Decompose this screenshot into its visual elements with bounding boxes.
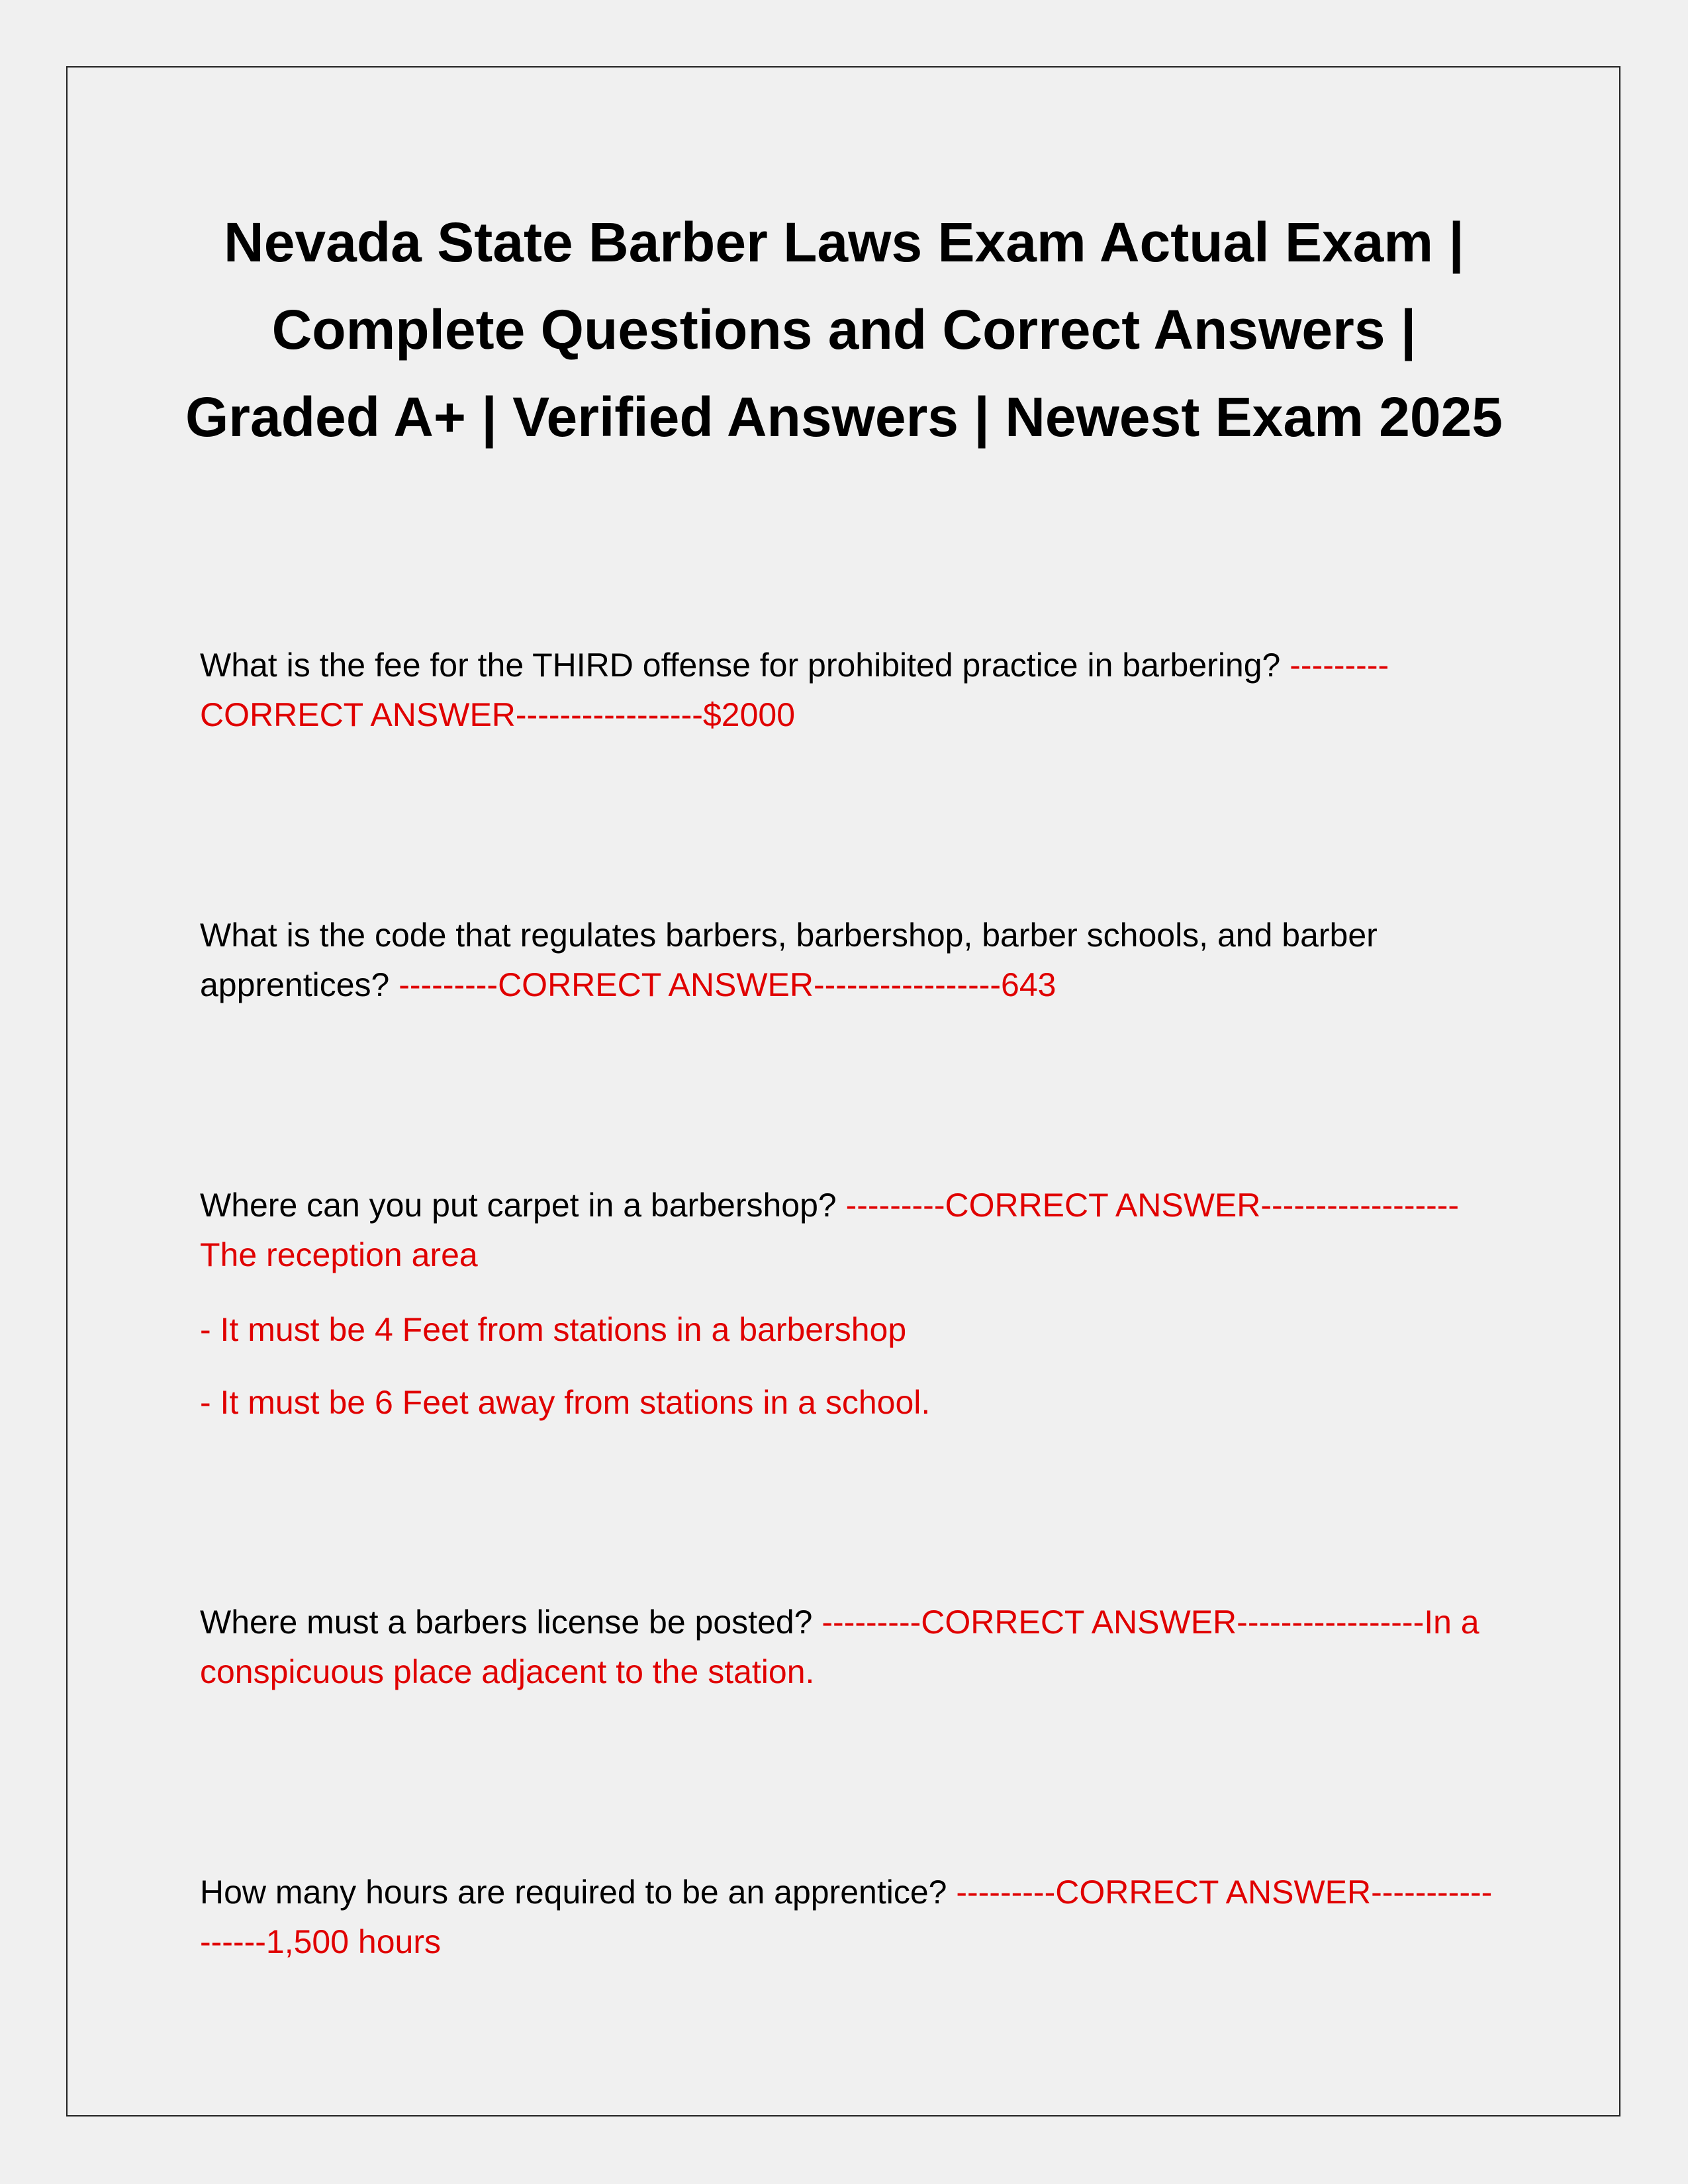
question-text: What is the code that regulates barbers, barbershop, barber schools, and barber apprentices? [200, 917, 1378, 1003]
answer-text: ---------CORRECT ANSWER-----------------1,500 hours [200, 1874, 1493, 1960]
qa-item-5 [200, 1868, 1497, 1967]
question-text: Where must a barbers license be posted? [200, 1604, 813, 1641]
document-title: Nevada State Barber Laws Exam Actual Exam | Complete Questions and Correct Answers | Graded A+ | Verified Answers | Newest Exam 2025 [185, 211, 1503, 448]
answer-text: ---------CORRECT ANSWER-----------------In a conspicuous place adjacent to the station. [200, 1604, 1479, 1690]
qa-item-4 [200, 1598, 1497, 1697]
question-text: How many hours are required to be an apprentice? [200, 1874, 947, 1911]
answer-text: ---------CORRECT ANSWER-----------------643 [399, 966, 1056, 1003]
question-text: What is the fee for the THIRD offense for prohibited practice in barbering? [200, 647, 1281, 684]
qa-item-3 [200, 1181, 1497, 1280]
answer-text: ---------CORRECT ANSWER-----------------$2000 [200, 647, 1389, 733]
qa-item-2 [200, 911, 1497, 1010]
answer-detail-line: - It must be 4 Feet from stations in a barbershop [200, 1311, 907, 1348]
qa-item-1 [200, 641, 1497, 740]
answer-text: ---------CORRECT ANSWER------------------ The reception area [200, 1187, 1460, 1273]
question-text: Where can you put carpet in a barbershop? [200, 1187, 837, 1224]
answer-detail-line: - It must be 6 Feet away from stations in a school. [200, 1384, 931, 1421]
